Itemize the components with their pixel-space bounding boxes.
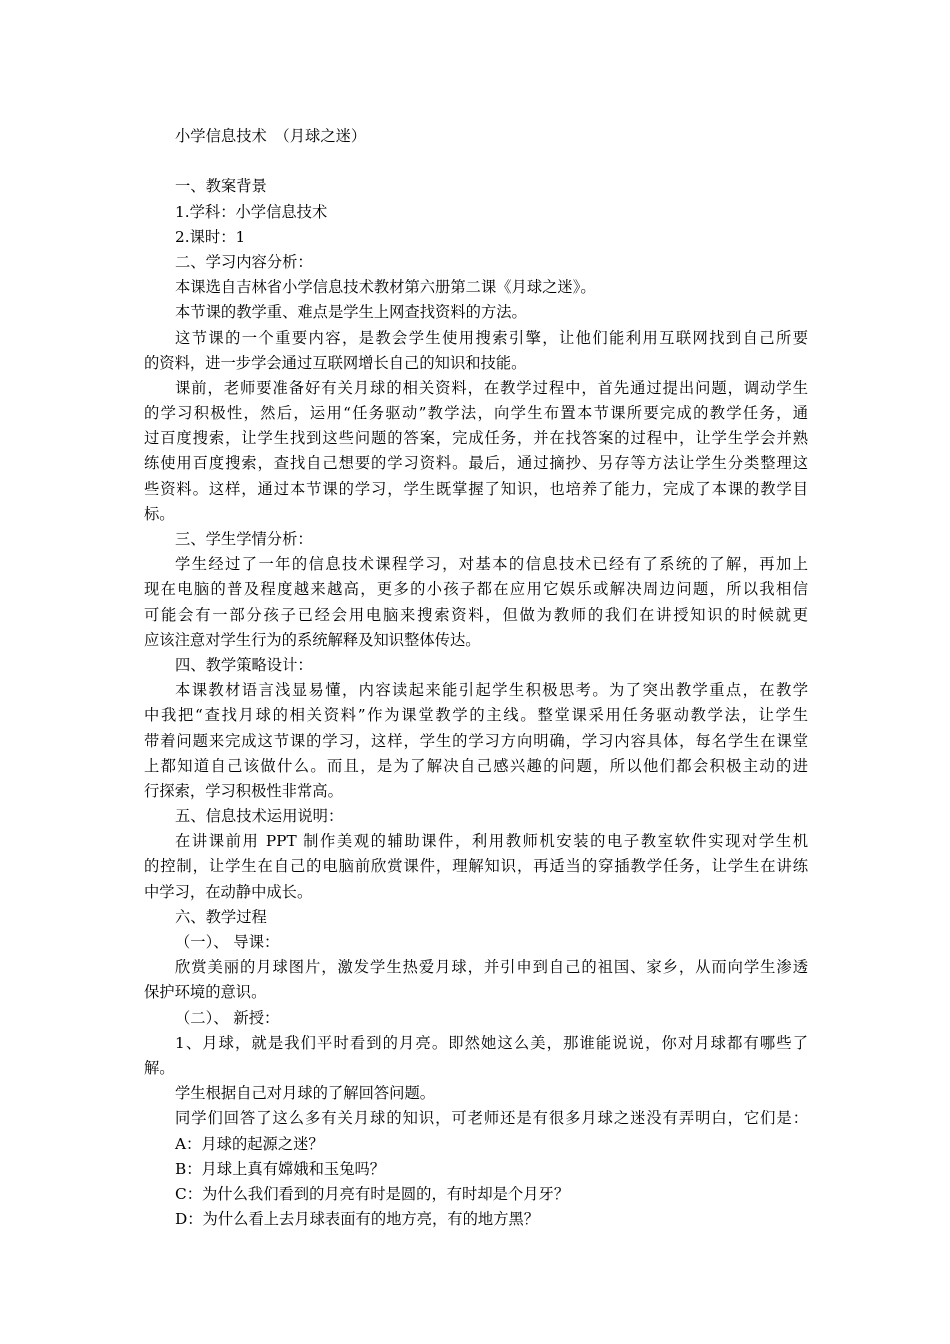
text-line: 练使用百度搜索，查找自己想要的学习资料。最后，通过摘抄、另存等方法让学生分类整理这 [144,454,808,473]
text-line: A：月球的起源之迷？ [175,1134,324,1153]
text-line: B：月球上真有嫦娥和玉兔吗？ [175,1159,386,1178]
text-line: 些资料。这样，通过本节课的学习，学生既掌握了知识，也培养了能力，完成了本课的教学目 [144,479,808,498]
text-line: 欣赏美丽的月球图片，激发学生热爱月球，并引申到自己的祖国、家乡，从而向学生渗透 [175,958,808,977]
text-line: 保护环境的意识。 [144,983,267,1002]
text-line: 的控制，让学生在自己的电脑前欣赏课件，理解知识，再适当的穿插教学任务，让学生在讲练 [144,857,808,876]
text-line: 学生经过了一年的信息技术课程学习，对基本的信息技术已经有了系统的了解，再加上 [175,555,808,574]
text-line: 本课教材语言浅显易懂，内容读起来能引起学生积极思考。为了突出教学重点，在教学 [175,681,808,700]
text-line: 课前，老师要准备好有关月球的相关资料，在教学过程中，首先通过提出问题，调动学生 [175,378,808,397]
text-line: D：为什么看上去月球表面有的地方亮，有的地方黑？ [175,1210,540,1229]
text-line: 1、月球，就是我们平时看到的月亮。即然她这么美，那谁能说说，你对月球都有哪些了 [175,1033,808,1052]
text-line: 1.学科：小学信息技术 [175,202,328,221]
text-line: 同学们回答了这么多有关月球的知识，可老师还是有很多月球之迷没有弄明白，它们是： [175,1109,808,1128]
text-line: 可能会有一部分孩子已经会用电脑来搜索资料，但做为教师的我们在讲授知识的时候就更 [144,605,808,624]
text-line: 行探索，学习积极性非常高。 [144,781,343,800]
text-line: 现在电脑的普及程度越来越高，更多的小孩子都在应用它娱乐或解决周边问题，所以我相信 [144,580,808,599]
document-title: 小学信息技术 （月球之迷） [175,127,367,145]
text-line: 解。 [144,1058,175,1077]
text-line: （一）、 导课： [175,933,280,951]
text-line: 三、学生学情分析： [175,530,313,548]
text-line: 标。 [144,504,175,523]
text-line: 这节课的一个重要内容，是教会学生使用搜索引擎，让他们能利用互联网找到自己所要 [175,328,808,347]
text-line: 的资料，进一步学会通过互联网增长自己的知识和技能。 [144,353,527,372]
text-line: （二）、 新授： [175,1008,280,1027]
text-line: 中我把“查找月球的相关资料”作为课堂教学的主线。整堂课采用任务驱动教学法，让学生 [144,706,808,725]
text-line: 带着问题来完成这节课的学习，这样，学生的学习方向明确，学习内容具体，每名学生在课堂 [144,731,808,750]
text-line: C：为什么我们看到的月亮有时是圆的，有时却是个月牙？ [175,1184,570,1203]
text-line: 四、教学策略设计： [175,655,313,674]
text-line: 五、信息技术运用说明： [175,807,344,826]
text-line: 一、教案背景 [175,177,267,196]
text-line: 上都知道自己该做什么。而且，是为了解决自己感兴趣的问题，所以他们都会积极主动的进 [144,756,808,775]
text-line: 的学习积极性，然后，运用“任务驱动”教学法，向学生布置本节课所要完成的教学任务，通 [144,404,808,423]
text-line: 2.课时：1 [175,227,246,246]
paragraph-lines [144,174,808,1232]
document-body [144,124,808,1232]
text-line: 本节课的教学重、难点是学生上网查找资料的方法。 [175,303,527,322]
text-line: 应该注意对学生行为的系统解释及知识整体传达。 [144,630,481,649]
text-line: 在讲课前用 PPT 制作美观的辅助课件，利用教师机安装的电子教室软件实现对学生机 [175,832,808,851]
text-line: 六、教学过程 [175,907,267,926]
text-line: 本课选自吉林省小学信息技术教材第六册第二课《月球之迷》。 [175,278,596,297]
text-line: 过百度搜索，让学生找到这些问题的答案，完成任务，并在找答案的过程中，让学生学会并熟 [144,429,808,448]
text-line: 中学习，在动静中成长。 [144,882,313,901]
text-line: 二、学习内容分析： [175,252,313,271]
text-line: 学生根据自己对月球的了解回答问题。 [175,1084,436,1103]
